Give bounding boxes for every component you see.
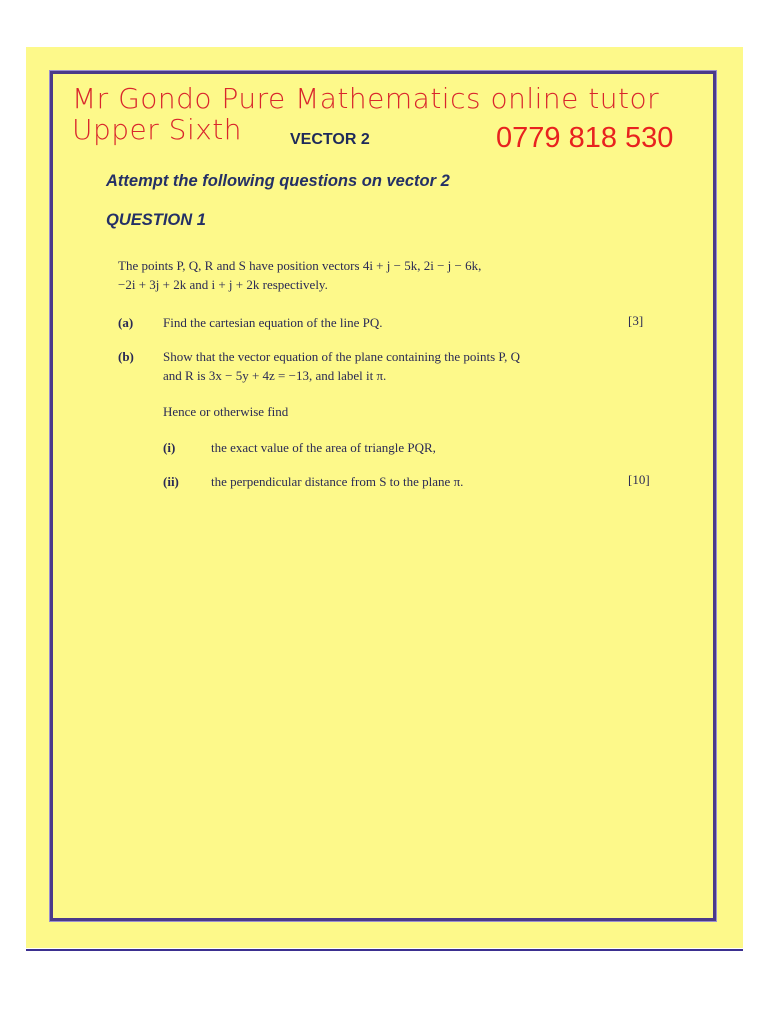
question-heading: QUESTION 1 bbox=[106, 211, 206, 229]
hence-text: Hence or otherwise find bbox=[163, 404, 289, 419]
question-intro-line2: −2i + 3j + 2k and i + j + 2k respectively. bbox=[118, 277, 328, 292]
part-b-ii-text: the perpendicular distance from S to the plane π. bbox=[211, 474, 464, 489]
part-b-text-line2: and R is 3x − 5y + 4z = −13, and label it π. bbox=[163, 368, 387, 383]
part-b-text-line1: Show that the vector equation of the plane containing the points P, Q bbox=[163, 349, 521, 364]
phone-number: 0779 818 530 bbox=[496, 122, 674, 154]
level-label: Upper Sixth bbox=[72, 113, 243, 146]
question-intro bbox=[118, 256, 481, 294]
part-b-i-text: the exact value of the area of triangle PQR, bbox=[211, 440, 436, 455]
part-a-label: (a) bbox=[118, 315, 134, 330]
topic-title: VECTOR 2 bbox=[290, 131, 370, 148]
part-b-text bbox=[163, 347, 520, 385]
part-b-i-label: (i) bbox=[163, 440, 176, 455]
question-intro-line1: The points P, Q, R and S have position vectors 4i + j − 5k, 2i − j − 6k, bbox=[118, 258, 482, 273]
bottom-rule bbox=[26, 949, 743, 951]
part-b-marks: [10] bbox=[628, 472, 650, 487]
tutor-title: Mr Gondo Pure Mathematics online tutor bbox=[72, 82, 660, 115]
part-a-marks: [3] bbox=[628, 313, 644, 328]
page-border bbox=[50, 71, 716, 921]
part-b-label: (b) bbox=[118, 349, 134, 364]
instructions: Attempt the following questions on vector 2 bbox=[106, 172, 450, 190]
part-b-ii-label: (ii) bbox=[163, 474, 179, 489]
part-a-text: Find the cartesian equation of the line PQ. bbox=[163, 315, 383, 330]
